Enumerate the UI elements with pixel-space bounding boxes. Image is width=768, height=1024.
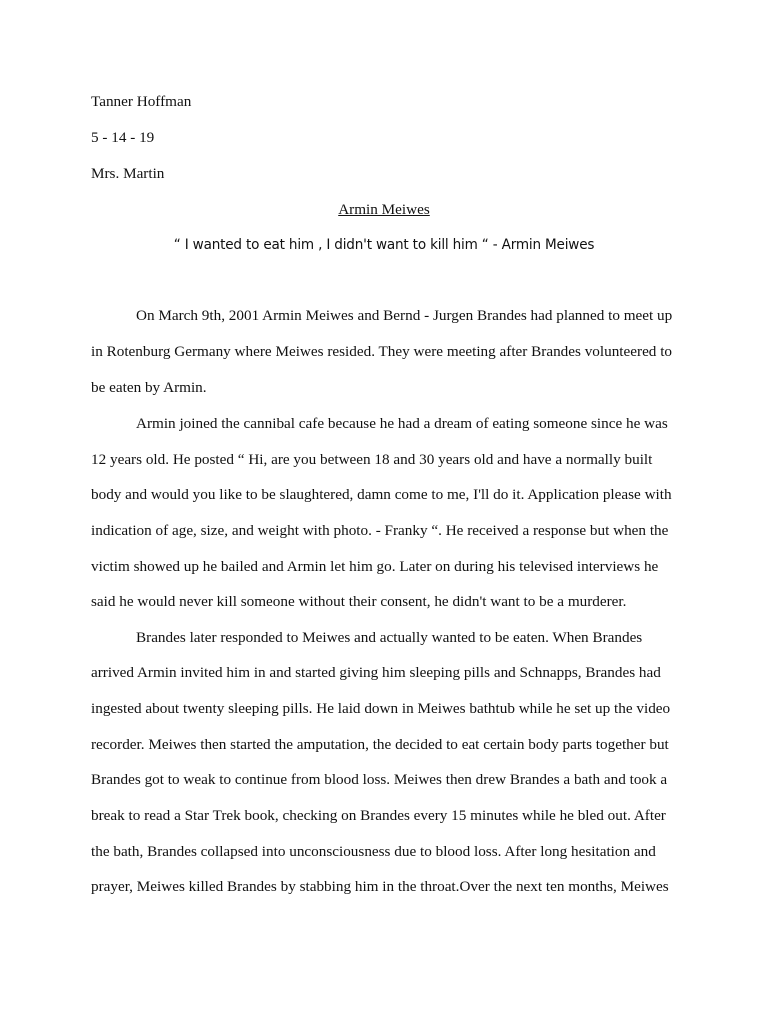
document-title-text: Armin Meiwes (338, 201, 430, 218)
body-line: in Rotenburg Germany where Meiwes resided. They were meeting after Brandes volunteered to (91, 343, 673, 360)
body-line: ingested about twenty sleeping pills. He laid down in Meiwes bathtub while he set up the video (91, 700, 671, 717)
date-line: 5 - 14 - 19 (91, 129, 155, 146)
body-line: 12 years old. He posted “ Hi, are you between 18 and 30 years old and have a normally built (91, 451, 653, 468)
body-line: said he would never kill someone without their consent, he didn't want to be a murderer. (91, 593, 627, 610)
body-line: victim showed up he bailed and Armin let him go. Later on during his televised interviews he (91, 558, 659, 575)
body-line: body and would you like to be slaughtered, damn come to me, I'll do it. Application please with (91, 486, 672, 503)
body-line: prayer, Meiwes killed Brandes by stabbing him in the throat.Over the next ten months, Meiwes (91, 878, 669, 895)
body-line: Armin joined the cannibal cafe because he had a dream of eating someone since he was (136, 415, 668, 432)
body-line: the bath, Brandes collapsed into unconsciousness due to blood loss. After long hesitation and (91, 843, 656, 860)
body-line: recorder. Meiwes then started the amputation, the decided to eat certain body parts together but (91, 736, 669, 753)
epigraph-quote: “ I wanted to eat him , I didn't want to kill him “ - Armin Meiwes (173, 236, 595, 253)
body-line: Brandes later responded to Meiwes and actually wanted to be eaten. When Brandes (136, 629, 643, 646)
document-title (0, 200, 768, 220)
body-line: be eaten by Armin. (91, 379, 207, 396)
teacher-name: Mrs. Martin (91, 165, 165, 182)
body-line: break to read a Star Trek book, checking on Brandes every 15 minutes while he bled out. After (91, 807, 666, 824)
body-line: indication of age, size, and weight with photo. - Franky “. He received a response but when the (91, 522, 669, 539)
body-line: On March 9th, 2001 Armin Meiwes and Bernd - Jurgen Brandes had planned to meet up (136, 307, 673, 324)
author-name: Tanner Hoffman (91, 93, 192, 110)
body-line: arrived Armin invited him in and started giving him sleeping pills and Schnapps, Brandes had (91, 664, 661, 681)
body-line: Brandes got to weak to continue from blood loss. Meiwes then drew Brandes a bath and took a (91, 771, 668, 788)
